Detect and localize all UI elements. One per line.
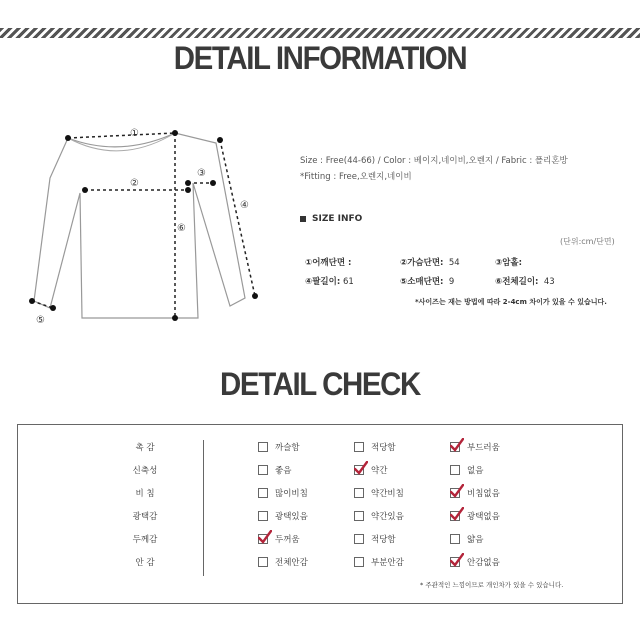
marker-4: ④ bbox=[240, 200, 249, 211]
measure-value: 61 bbox=[342, 277, 354, 287]
check-row-label: 신축성 bbox=[132, 466, 158, 476]
checkbox[interactable] bbox=[258, 465, 268, 475]
size-color-fabric-line: Size : Free(44-66) / Color : 베이지,네이비,오렌지 / Fabric : 폴리혼방 bbox=[300, 156, 568, 166]
marker-2: ② bbox=[130, 178, 139, 189]
garment-outline bbox=[34, 133, 245, 318]
measure-value: 54 bbox=[448, 258, 460, 268]
checkbox[interactable] bbox=[258, 557, 268, 567]
check-option-label: 부분안감 bbox=[371, 558, 404, 568]
checkbox[interactable] bbox=[258, 511, 268, 521]
measure-chest bbox=[400, 256, 460, 268]
measure-label: ④팔길이: bbox=[305, 277, 341, 287]
detail-check-table bbox=[17, 424, 623, 604]
check-option-label: 적당함 bbox=[371, 443, 396, 453]
check-row-label: 촉 감 bbox=[135, 443, 155, 453]
checkbox[interactable] bbox=[354, 442, 364, 452]
checkbox[interactable] bbox=[354, 557, 364, 567]
checkmark-icon bbox=[450, 553, 464, 567]
top-stripe-divider bbox=[0, 28, 640, 38]
check-option-label: 약간비침 bbox=[371, 489, 404, 499]
check-row-label: 비 침 bbox=[135, 489, 155, 499]
check-option-label: 적당함 bbox=[371, 535, 396, 545]
measure-shoulder bbox=[305, 256, 351, 268]
size-info-label: SIZE INFO bbox=[312, 214, 363, 224]
check-note: * 주관적인 느낌이므로 개인차가 있을 수 있습니다. bbox=[420, 581, 564, 589]
measure-value: 43 bbox=[543, 277, 555, 287]
check-option-label: 광택있음 bbox=[275, 512, 308, 522]
checkbox[interactable] bbox=[354, 488, 364, 498]
check-option-label: 많이비침 bbox=[275, 489, 308, 499]
measure-label: ①어깨단면 : bbox=[305, 258, 352, 268]
check-option-label: 좋음 bbox=[275, 466, 292, 476]
checkmark-icon bbox=[354, 461, 368, 475]
measure-label: ⑤소매단면: bbox=[400, 277, 444, 287]
check-option-label: 두꺼움 bbox=[275, 535, 300, 545]
size-note: *사이즈는 재는 방법에 따라 2-4cm 차이가 있을 수 있습니다. bbox=[415, 298, 607, 306]
checkbox[interactable] bbox=[258, 442, 268, 452]
garment-sketch bbox=[20, 118, 280, 328]
measure-cuff bbox=[400, 275, 454, 287]
square-bullet-icon bbox=[300, 216, 306, 222]
checkbox[interactable] bbox=[354, 534, 364, 544]
measure-label: ②가슴단면: bbox=[400, 258, 444, 268]
check-option-label: 얇음 bbox=[467, 535, 484, 545]
check-option-label: 까슬함 bbox=[275, 443, 300, 453]
marker-6: ⑥ bbox=[177, 223, 186, 234]
check-row-label: 두께감 bbox=[132, 535, 158, 545]
marker-1: ① bbox=[130, 128, 139, 139]
measure-value: 9 bbox=[448, 277, 455, 287]
check-option-label: 약간있음 bbox=[371, 512, 404, 522]
measure-label: ③암홀: bbox=[495, 258, 523, 268]
checkbox[interactable] bbox=[258, 488, 268, 498]
check-option-label: 부드러움 bbox=[467, 443, 500, 453]
detail-information-title: DETAIL INFORMATION bbox=[173, 40, 467, 76]
checkmark-icon bbox=[450, 438, 464, 452]
sleeve-measure-line bbox=[220, 140, 255, 296]
checkmark-icon bbox=[450, 484, 464, 498]
detail-check-title: DETAIL CHECK bbox=[220, 366, 420, 402]
measure-total-length bbox=[495, 275, 555, 287]
check-option-label: 광택없음 bbox=[467, 512, 500, 522]
unit-label: (단위:cm/단면) bbox=[560, 237, 615, 246]
measure-label: ⑥전체길이: bbox=[495, 277, 539, 287]
checkbox[interactable] bbox=[354, 511, 364, 521]
check-table-divider bbox=[203, 440, 204, 576]
check-option-label: 약간 bbox=[371, 466, 388, 476]
checkbox[interactable] bbox=[450, 465, 460, 475]
shoulder-measure-line bbox=[68, 133, 175, 138]
checkbox[interactable] bbox=[450, 534, 460, 544]
marker-5: ⑤ bbox=[36, 315, 45, 326]
measure-armhole bbox=[495, 256, 522, 268]
size-info-title bbox=[300, 214, 362, 224]
check-option-label: 비침없음 bbox=[467, 489, 500, 499]
fitting-line: *Fitting : Free,오렌지,네이비 bbox=[300, 172, 412, 182]
check-row-label: 안 감 bbox=[135, 558, 155, 568]
check-option-label: 전체안감 bbox=[275, 558, 308, 568]
check-option-label: 없음 bbox=[467, 466, 484, 476]
measure-sleeve-length bbox=[305, 275, 354, 287]
check-row-label: 광택감 bbox=[132, 512, 158, 522]
checkmark-icon bbox=[258, 530, 272, 544]
checkmark-icon bbox=[450, 507, 464, 521]
garment-neckline bbox=[68, 133, 175, 151]
check-option-label: 안감없음 bbox=[467, 558, 500, 568]
marker-3: ③ bbox=[197, 168, 206, 179]
